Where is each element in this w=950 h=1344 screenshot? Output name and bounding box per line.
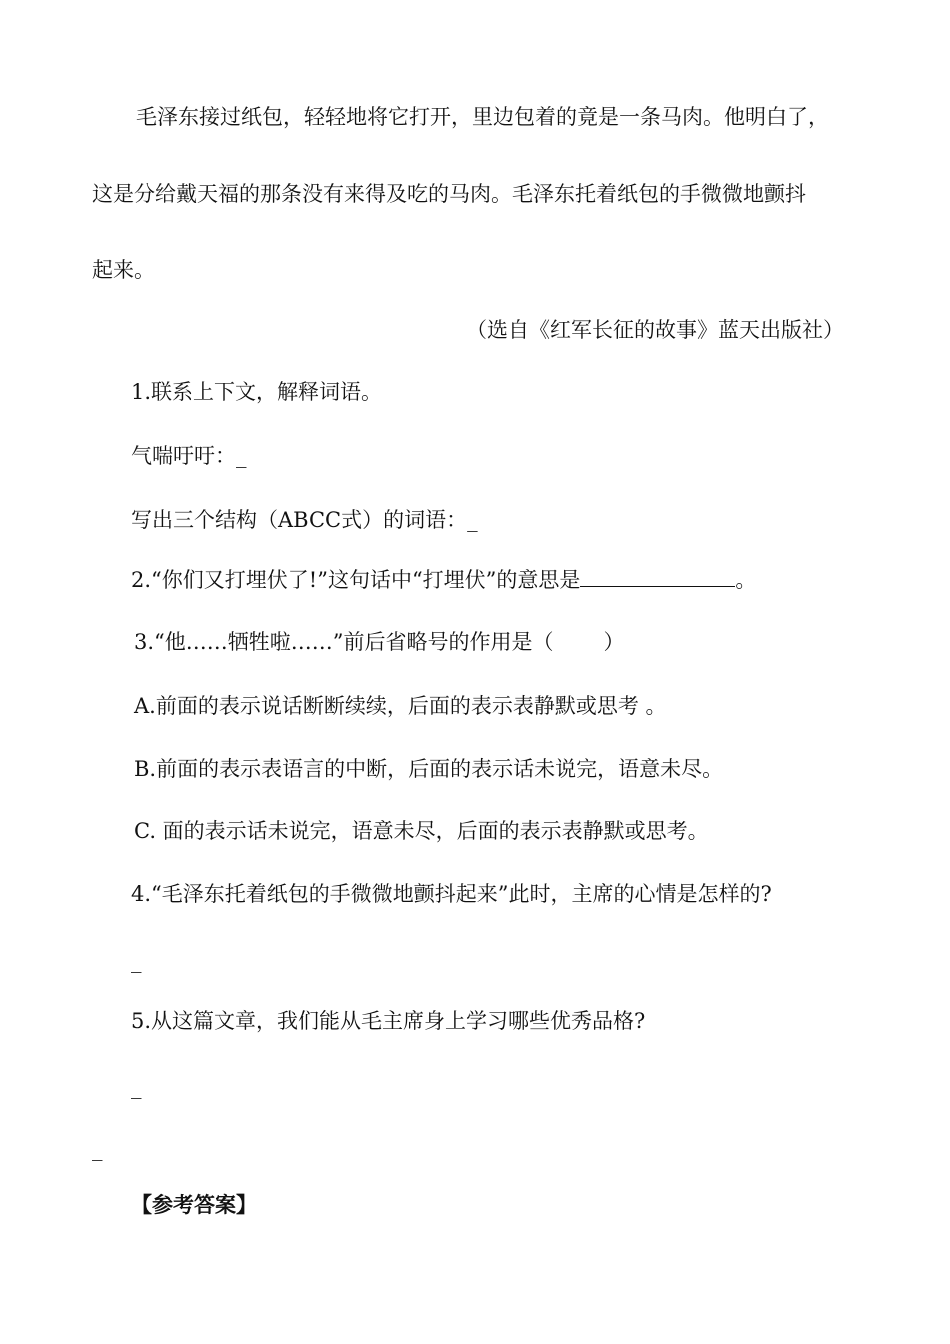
passage-line-3: 起来。 (92, 258, 155, 282)
question-2-text: 2.“你们又打埋伏了!”这句话中“打埋伏”的意思是 (131, 568, 581, 592)
question-5-title: 5.从这篇文章，我们能从毛主席身上学习哪些优秀品格? (131, 1009, 646, 1033)
passage-line-1: 毛泽东接过纸包，轻轻地将它打开，里边包着的竟是一条马肉。他明白了， (136, 105, 829, 129)
question-3-end: ） (603, 630, 625, 654)
answer-blank-line[interactable] (580, 566, 735, 587)
question-3-option-b: B.前面的表示表语言的中断，后面的表示话未说完，语意未尽。 (134, 757, 724, 781)
passage-line-2: 这是分给戴天福的那条没有来得及吃的马肉。毛泽东托着纸包的手微微地颤抖 (92, 182, 806, 206)
question-1-part-a: 气喘吁吁：_ (131, 444, 247, 468)
question-3-text: 3.“他……牺牲啦……”前后省略号的作用是（ (134, 630, 554, 654)
question-1-title: 1.联系上下文，解释词语。 (131, 380, 383, 404)
question-5-blank-2[interactable]: _ (92, 1137, 103, 1161)
question-3-option-a: A.前面的表示说话断断续续，后面的表示表静默或思考 。 (134, 694, 667, 718)
answer-heading: 【参考答案】 (131, 1192, 257, 1217)
question-3-option-c: C. 面的表示话未说完，语意未尽，后面的表示表静默或思考。 (134, 819, 709, 843)
source-citation: （选自《红军长征的故事》蓝天出版社） (466, 318, 844, 342)
question-4-title: 4.“毛泽东托着纸包的手微微地颤抖起来”此时，主席的心情是怎样的? (131, 882, 772, 906)
question-5-blank-1[interactable]: _ (131, 1075, 142, 1099)
question-2 (131, 566, 756, 594)
question-3 (134, 628, 625, 656)
question-2-end: 。 (735, 568, 757, 592)
question-1-part-b: 写出三个结构（ABCC式）的词语：_ (131, 508, 478, 532)
question-4-blank[interactable]: _ (131, 949, 142, 973)
